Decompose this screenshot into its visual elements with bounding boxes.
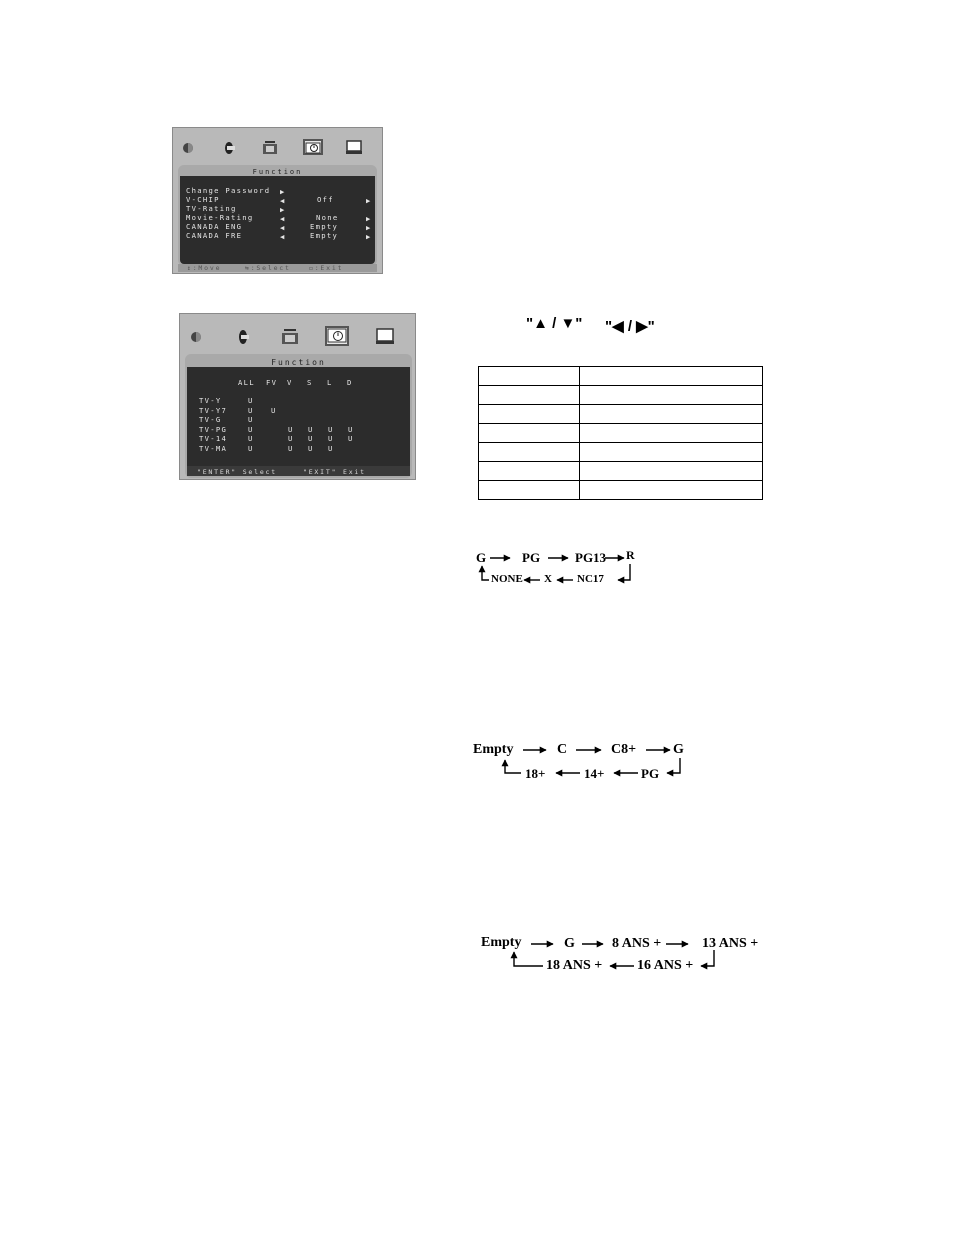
menu-item-movie-rating[interactable]: Movie-Rating (186, 213, 254, 222)
menu-item-tv-rating[interactable]: TV-Rating (186, 204, 237, 213)
rating-row-label[interactable]: TV-MA (199, 444, 228, 453)
left-arrow-icon: ◀ (280, 196, 286, 205)
footer-select-hint: ⇆:Select (245, 264, 291, 272)
right-arrow-icon: ▶ (280, 205, 286, 214)
footer-exit-hint: ▭:Exit (309, 264, 344, 272)
menu-item-canada-fre[interactable]: CANADA FRE (186, 231, 243, 240)
rating-cell[interactable]: U (328, 434, 334, 444)
movie-flow-x: X (544, 573, 552, 585)
v-chip-value: Off (317, 195, 334, 204)
panel-title: Function (271, 358, 326, 367)
leftright-key-hint: "◀ / ▶" (605, 318, 655, 335)
movie-flow-r: R (626, 548, 635, 562)
rating-cell[interactable]: U (288, 424, 294, 434)
rating-row-label[interactable]: TV-Y7 (199, 405, 228, 415)
col-header-s: S (307, 378, 313, 387)
footer-enter-select-hint: "ENTER" Select (197, 468, 277, 476)
movie-flow-g: G (476, 550, 487, 565)
rating-cell[interactable]: U (248, 444, 254, 453)
select-icon: ⇆ (245, 264, 251, 272)
col-header-all: ALL (238, 378, 255, 387)
col-header-v: V (287, 378, 293, 387)
rating-cell[interactable]: U (271, 405, 277, 415)
movie-flow-nc17: NC17 (577, 573, 604, 585)
right-arrow-icon: ▶ (366, 232, 372, 241)
canada-fre-value: Empty (310, 231, 339, 240)
rating-cell[interactable]: U (328, 424, 334, 434)
rating-cell[interactable]: U (348, 434, 354, 444)
left-arrow-icon: ◀ (280, 214, 286, 223)
right-arrow-icon: ▶ (366, 214, 372, 223)
rating-row-label[interactable]: TV-G (199, 415, 222, 425)
col-header-fv: FV (266, 378, 278, 387)
rating-cell[interactable]: U (308, 434, 314, 444)
canada-eng-c8: C8+ (611, 742, 637, 757)
movie-flow-pg13: PG13 (575, 550, 607, 565)
menu-key-icon: ▭ (309, 264, 315, 272)
right-arrow-icon: ▶ (280, 187, 286, 196)
rating-cell[interactable]: U (328, 444, 334, 453)
col-header-d: D (347, 378, 353, 387)
movie-flow-none: NONE (491, 573, 523, 585)
col-header-l: L (327, 378, 333, 387)
right-arrow-icon: ▶ (366, 223, 372, 232)
canada-fre-16ans: 16 ANS + (637, 958, 694, 973)
canada-fre-8ans: 8 ANS + (612, 936, 662, 951)
footer-exit-hint: "EXIT" Exit (303, 468, 366, 476)
canada-eng-pg: PG (641, 766, 660, 781)
canada-eng-14: 14+ (584, 766, 605, 781)
rating-cell[interactable]: U (348, 424, 354, 434)
right-arrow-icon: ▶ (366, 196, 372, 205)
rating-cell[interactable]: U (308, 444, 314, 453)
panel-title: Function (252, 168, 303, 176)
left-arrow-icon: ◀ (280, 232, 286, 241)
canada-eng-g: G (673, 742, 684, 757)
rating-cell[interactable]: U (288, 444, 294, 453)
rating-cell[interactable]: U (248, 396, 254, 405)
footer-move-hint: ↕:Move (187, 264, 222, 272)
rating-cell[interactable]: U (288, 434, 294, 444)
rating-row-label[interactable]: TV-14 (199, 434, 228, 444)
menu-item-v-chip[interactable]: V-CHIP (186, 195, 220, 204)
canada-eng-18: 18+ (525, 766, 546, 781)
rating-cell[interactable]: U (248, 424, 254, 434)
movie-rating-value: None (316, 213, 339, 222)
left-arrow-icon: ◀ (280, 223, 286, 232)
canada-eng-c: C (557, 742, 568, 757)
movie-flow-pg: PG (522, 550, 541, 565)
rating-row-label[interactable]: TV-PG (199, 424, 228, 434)
rating-cell[interactable]: U (308, 424, 314, 434)
canada-fre-empty: Empty (481, 935, 522, 950)
canada-eng-value: Empty (310, 222, 339, 231)
updown-icon: ↕ (187, 264, 193, 272)
rating-row-label[interactable]: TV-Y (199, 396, 222, 405)
rating-cell[interactable]: U (248, 405, 254, 415)
menu-item-canada-eng[interactable]: CANADA ENG (186, 222, 243, 231)
canada-fre-13ans: 13 ANS + (702, 936, 759, 951)
canada-fre-g: G (564, 936, 575, 951)
canada-fre-18ans: 18 ANS + (546, 958, 603, 973)
rating-cell[interactable]: U (248, 415, 254, 425)
updown-key-hint: "▲ / ▼" (526, 315, 583, 332)
canada-eng-empty: Empty (473, 742, 514, 757)
menu-item-change-password[interactable]: Change Password (186, 186, 271, 195)
rating-cell[interactable]: U (248, 434, 254, 444)
